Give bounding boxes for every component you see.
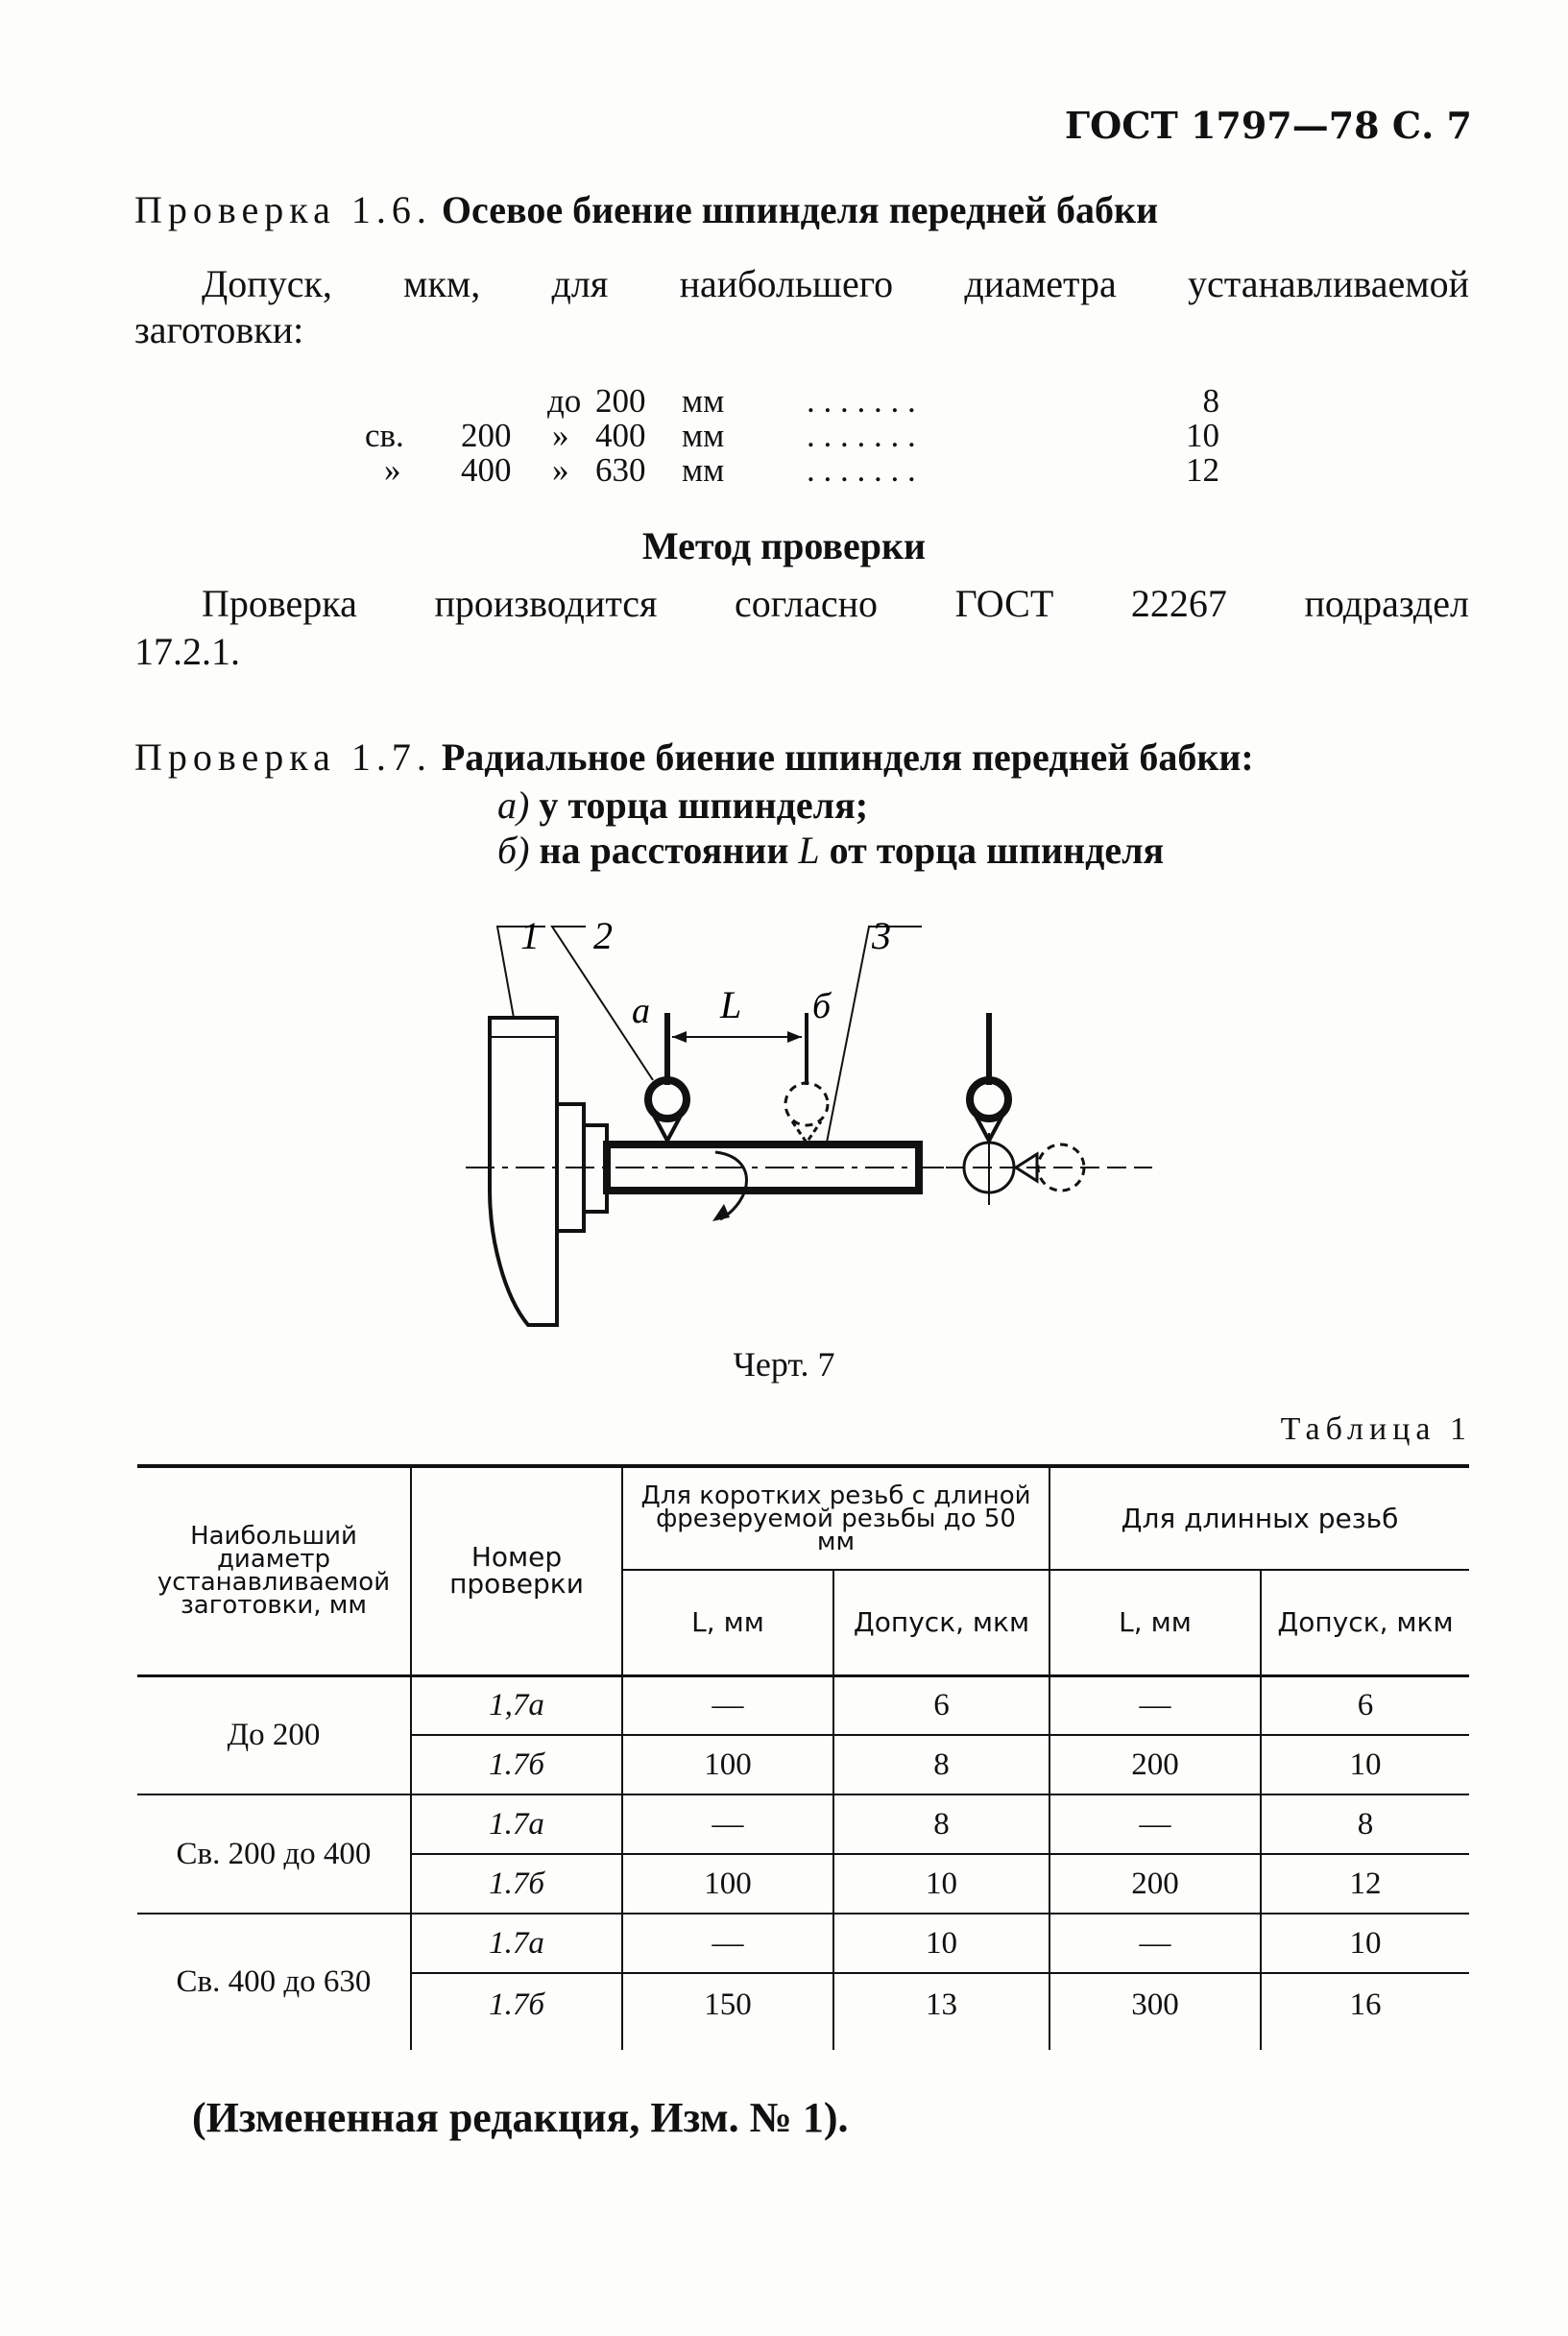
method-heading: Метод проверки <box>641 524 927 567</box>
row-to: 200 <box>595 382 646 420</box>
check-1-7-item-a <box>497 783 868 828</box>
cell-check: 1.7б <box>411 1735 622 1794</box>
cell-diameter: До 200 <box>137 1675 411 1794</box>
cell-check: 1.7а <box>411 1794 622 1854</box>
header-long-threads: Для длинных резьб <box>1049 1466 1469 1570</box>
cell-tolerance-long: 16 <box>1349 1987 1382 2022</box>
row-unit: мм <box>682 382 725 420</box>
indicator-side-view <box>970 1080 1008 1119</box>
indicator-a <box>648 1080 687 1119</box>
cell-tolerance-short: 13 <box>833 1973 1049 2050</box>
cell-check: 1.7б <box>411 1854 622 1914</box>
cell-L-long: 200 <box>1049 1735 1261 1794</box>
header-tolerance-long: Допуск, мкм <box>1261 1570 1469 1675</box>
cell-check: 1.7а <box>411 1914 622 1973</box>
row-sep: » <box>552 451 569 489</box>
row-pre: » <box>384 451 401 489</box>
header-tolerance-short: Допуск, мкм <box>833 1570 1049 1675</box>
cell-tolerance-long: 8 <box>1261 1794 1469 1854</box>
cell-L-short: 100 <box>622 1735 833 1794</box>
cell-L-short: — <box>622 1794 833 1854</box>
row-to: 400 <box>595 417 646 454</box>
header-diameter: Наибольший диаметр устанавливаемой заготовки, мм <box>137 1466 411 1675</box>
header-L-short: L, мм <box>622 1570 833 1675</box>
table-1 <box>137 1464 1469 2050</box>
check-1-6-heading <box>134 187 1158 232</box>
row-pre: св. <box>365 417 404 454</box>
cell-L-short: — <box>622 1914 833 1973</box>
row-value: 12 <box>1186 451 1219 489</box>
cell-check: 1.7б <box>411 1973 622 2050</box>
row-to: 630 <box>595 451 646 489</box>
cell-L-long: — <box>1049 1914 1261 1973</box>
item-a-text: у торца шпинделя; <box>539 783 869 827</box>
cell-L-long: — <box>1049 1794 1261 1854</box>
header-L-long: L, мм <box>1049 1570 1261 1675</box>
cell-diameter: Св. 400 до 630 <box>137 1914 411 2050</box>
cell-tolerance-long: 12 <box>1261 1854 1469 1914</box>
letter-a: а <box>632 991 650 1031</box>
table-row <box>137 1794 1469 1854</box>
cell-tolerance-short: 10 <box>833 1914 1049 1973</box>
row-unit: мм <box>682 451 725 489</box>
item-b-letter: б) <box>497 829 530 872</box>
row-unit: мм <box>682 417 725 454</box>
method-line-1: Проверка производится согласно ГОСТ 22267 подраздел <box>202 582 1469 625</box>
cell-tolerance-long: 10 <box>1261 1914 1469 1973</box>
item-a-letter: а) <box>497 783 530 827</box>
cell-L-short: — <box>622 1675 833 1735</box>
check-1-7-heading <box>134 735 1254 780</box>
row-sep: до <box>547 382 582 420</box>
cell-L-long: — <box>1049 1675 1261 1735</box>
tolerance-line-2: заготовки: <box>134 308 304 351</box>
cell-tolerance-long: 10 <box>1261 1735 1469 1794</box>
figure-caption: Черт. 7 <box>733 1345 835 1384</box>
header-short-threads: Для коротких резьб с длиной фрезеруемой резьбы до 50 мм <box>622 1466 1049 1570</box>
spindle-diagram <box>461 912 1191 1354</box>
label-3: 3 <box>872 914 891 957</box>
cell-L-short: 100 <box>622 1854 833 1914</box>
header-check-number: Номер проверки <box>411 1466 622 1675</box>
page-header: ГОСТ 1797—78 С. 7 <box>1064 104 1472 147</box>
row-value: 8 <box>1202 382 1219 420</box>
amendment-note: (Измененная редакция, Изм. № 1). <box>192 2094 849 2141</box>
row-dots: . . . . . . . <box>807 382 916 420</box>
letter-L: L <box>720 983 742 1026</box>
cell-tolerance-short: 8 <box>833 1794 1049 1854</box>
cell-check: 1,7а <box>411 1675 622 1735</box>
row-dots: . . . . . . . <box>807 451 916 489</box>
label-1: 1 <box>520 914 540 957</box>
check-1-6-title: Осевое биение шпинделя передней бабки <box>441 188 1159 231</box>
cell-tolerance-short: 8 <box>833 1735 1049 1794</box>
row-value: 10 <box>1186 417 1219 454</box>
label-2: 2 <box>593 914 613 957</box>
table-row <box>137 1675 1469 1735</box>
cell-L-short: 150 <box>622 1973 833 2050</box>
rotation-arrow <box>715 1152 747 1219</box>
cell-L-long: 200 <box>1049 1854 1261 1914</box>
headstock-body <box>490 1018 557 1325</box>
row-from: 400 <box>461 451 512 489</box>
check-1-6-prefix: Проверка 1.6. <box>134 188 432 231</box>
row-sep: » <box>552 417 569 454</box>
cell-tolerance-short: 6 <box>833 1675 1049 1735</box>
cell-diameter: Св. 200 до 400 <box>137 1794 411 1914</box>
indicator-b <box>785 1083 828 1125</box>
check-1-7-title: Радиальное биение шпинделя передней бабки: <box>441 735 1254 779</box>
check-1-7-prefix: Проверка 1.7. <box>134 735 432 779</box>
letter-b: б <box>812 986 832 1026</box>
item-b-var: L <box>798 829 820 872</box>
row-dots: . . . . . . . <box>807 417 916 454</box>
cell-tolerance-long: 6 <box>1261 1675 1469 1735</box>
table-row <box>137 1914 1469 1973</box>
row-from: 200 <box>461 417 512 454</box>
table-label: Таблица 1 <box>1280 1411 1472 1447</box>
method-line-2: 17.2.1. <box>134 630 240 673</box>
cell-tolerance-short: 10 <box>833 1854 1049 1914</box>
check-1-7-item-b <box>497 828 1164 873</box>
cell-L-long: 300 <box>1049 1973 1261 2050</box>
tolerance-line-1: Допуск, мкм, для наибольшего диаметра устанавливаемой <box>202 262 1469 305</box>
item-b-text-2: от торца шпинделя <box>829 829 1165 872</box>
item-b-text-1: на расстоянии <box>539 829 789 872</box>
